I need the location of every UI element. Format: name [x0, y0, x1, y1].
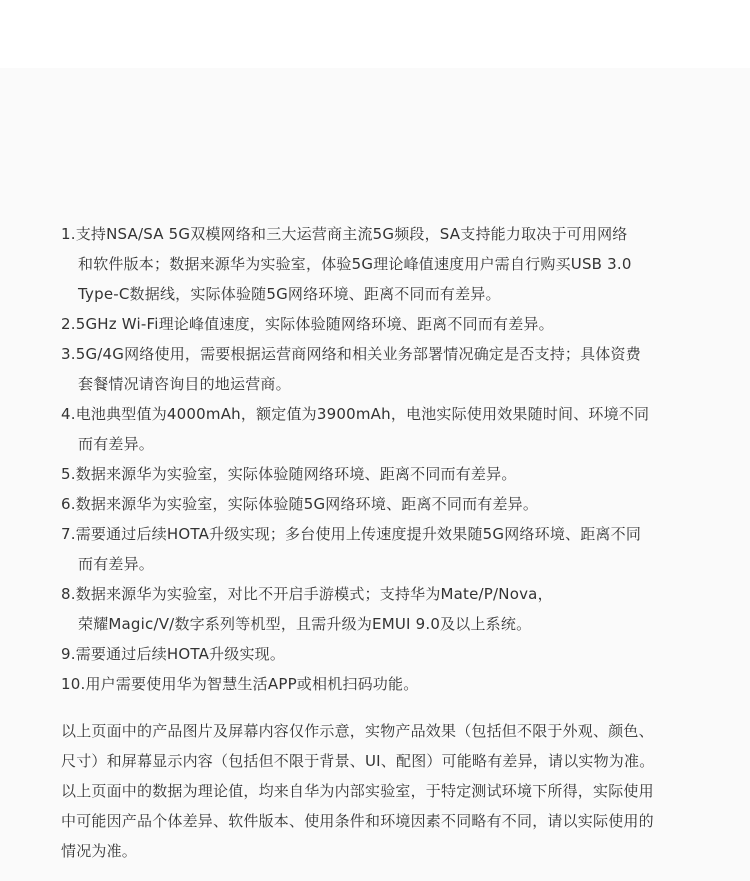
footnote-line: 和软件版本；数据来源华为实验室，体验5G理论峰值速度用户需自行购买USB 3.0: [78, 255, 632, 273]
footnote-item-7: [61, 519, 701, 579]
footnote-item-1: [61, 219, 701, 309]
footnote-line: 10.用户需要使用华为智慧生活APP或相机扫码功能。: [61, 675, 419, 693]
disclaimer-line: 中可能因产品个体差异、软件版本、使用条件和环境因素不同略有不同，请以实际使用的: [61, 812, 654, 830]
footnote-line: 7.需要通过后续HOTA升级实现；多台使用上传速度提升效果随5G网络环境、距离不同: [61, 525, 642, 543]
footnote-item-6: [61, 489, 701, 519]
disclaimer-paragraph: [61, 716, 711, 866]
footnote-line: 5.数据来源华为实验室，实际体验随网络环境、距离不同而有差异。: [61, 465, 517, 483]
disclaimer-line: 情况为准。: [61, 842, 138, 860]
footnote-line: 而有差异。: [78, 435, 155, 453]
footnote-item-2: [61, 309, 701, 339]
footnote-line: 套餐情况请咨询目的地运营商。: [78, 375, 291, 393]
footnote-list: [61, 219, 701, 699]
footnote-item-9: [61, 639, 701, 669]
footnote-line: 2.5GHz Wi-Fi理论峰值速度，实际体验随网络环境、距离不同而有差异。: [61, 315, 554, 333]
footnote-line: 而有差异。: [78, 555, 155, 573]
footnote-line: 荣耀Magic/V/数字系列等机型，且需升级为EMUI 9.0及以上系统。: [78, 615, 532, 633]
disclaimer-line: 以上页面中的产品图片及屏幕内容仅作示意，实物产品效果（包括但不限于外观、颜色、: [61, 722, 654, 740]
disclaimer-line: 以上页面中的数据为理论值，均来自华为内部实验室，于特定测试环境下所得，实际使用: [61, 782, 654, 800]
footnote-item-8: [61, 579, 701, 639]
footnotes-panel: [0, 68, 750, 881]
footnote-item-4: [61, 399, 701, 459]
footnote-line: 6.数据来源华为实验室，实际体验随5G网络环境、距离不同而有差异。: [61, 495, 539, 513]
footnote-line: 3.5G/4G网络使用，需要根据运营商网络和相关业务部署情况确定是否支持；具体资费: [61, 345, 641, 363]
footnote-item-3: [61, 339, 701, 399]
footnote-line: 8.数据来源华为实验室，对比不开启手游模式；支持华为Mate/P/Nova，: [61, 585, 553, 603]
footnote-line: Type-C数据线，实际体验随5G网络环境、距离不同而有差异。: [78, 285, 501, 303]
footnote-item-5: [61, 459, 701, 489]
footnote-item-10: [61, 669, 701, 699]
footnote-line: 9.需要通过后续HOTA升级实现。: [61, 645, 286, 663]
footnote-line: 4.电池典型值为4000mAh，额定值为3900mAh，电池实际使用效果随时间、环境不同: [61, 405, 650, 423]
disclaimer-line: 尺寸）和屏幕显示内容（包括但不限于背景、UI、配图）可能略有差异，请以实物为准。: [61, 752, 655, 770]
footnote-line: 1.支持NSA/SA 5G双模网络和三大运营商主流5G频段，SA支持能力取决于可用网络: [61, 225, 628, 243]
